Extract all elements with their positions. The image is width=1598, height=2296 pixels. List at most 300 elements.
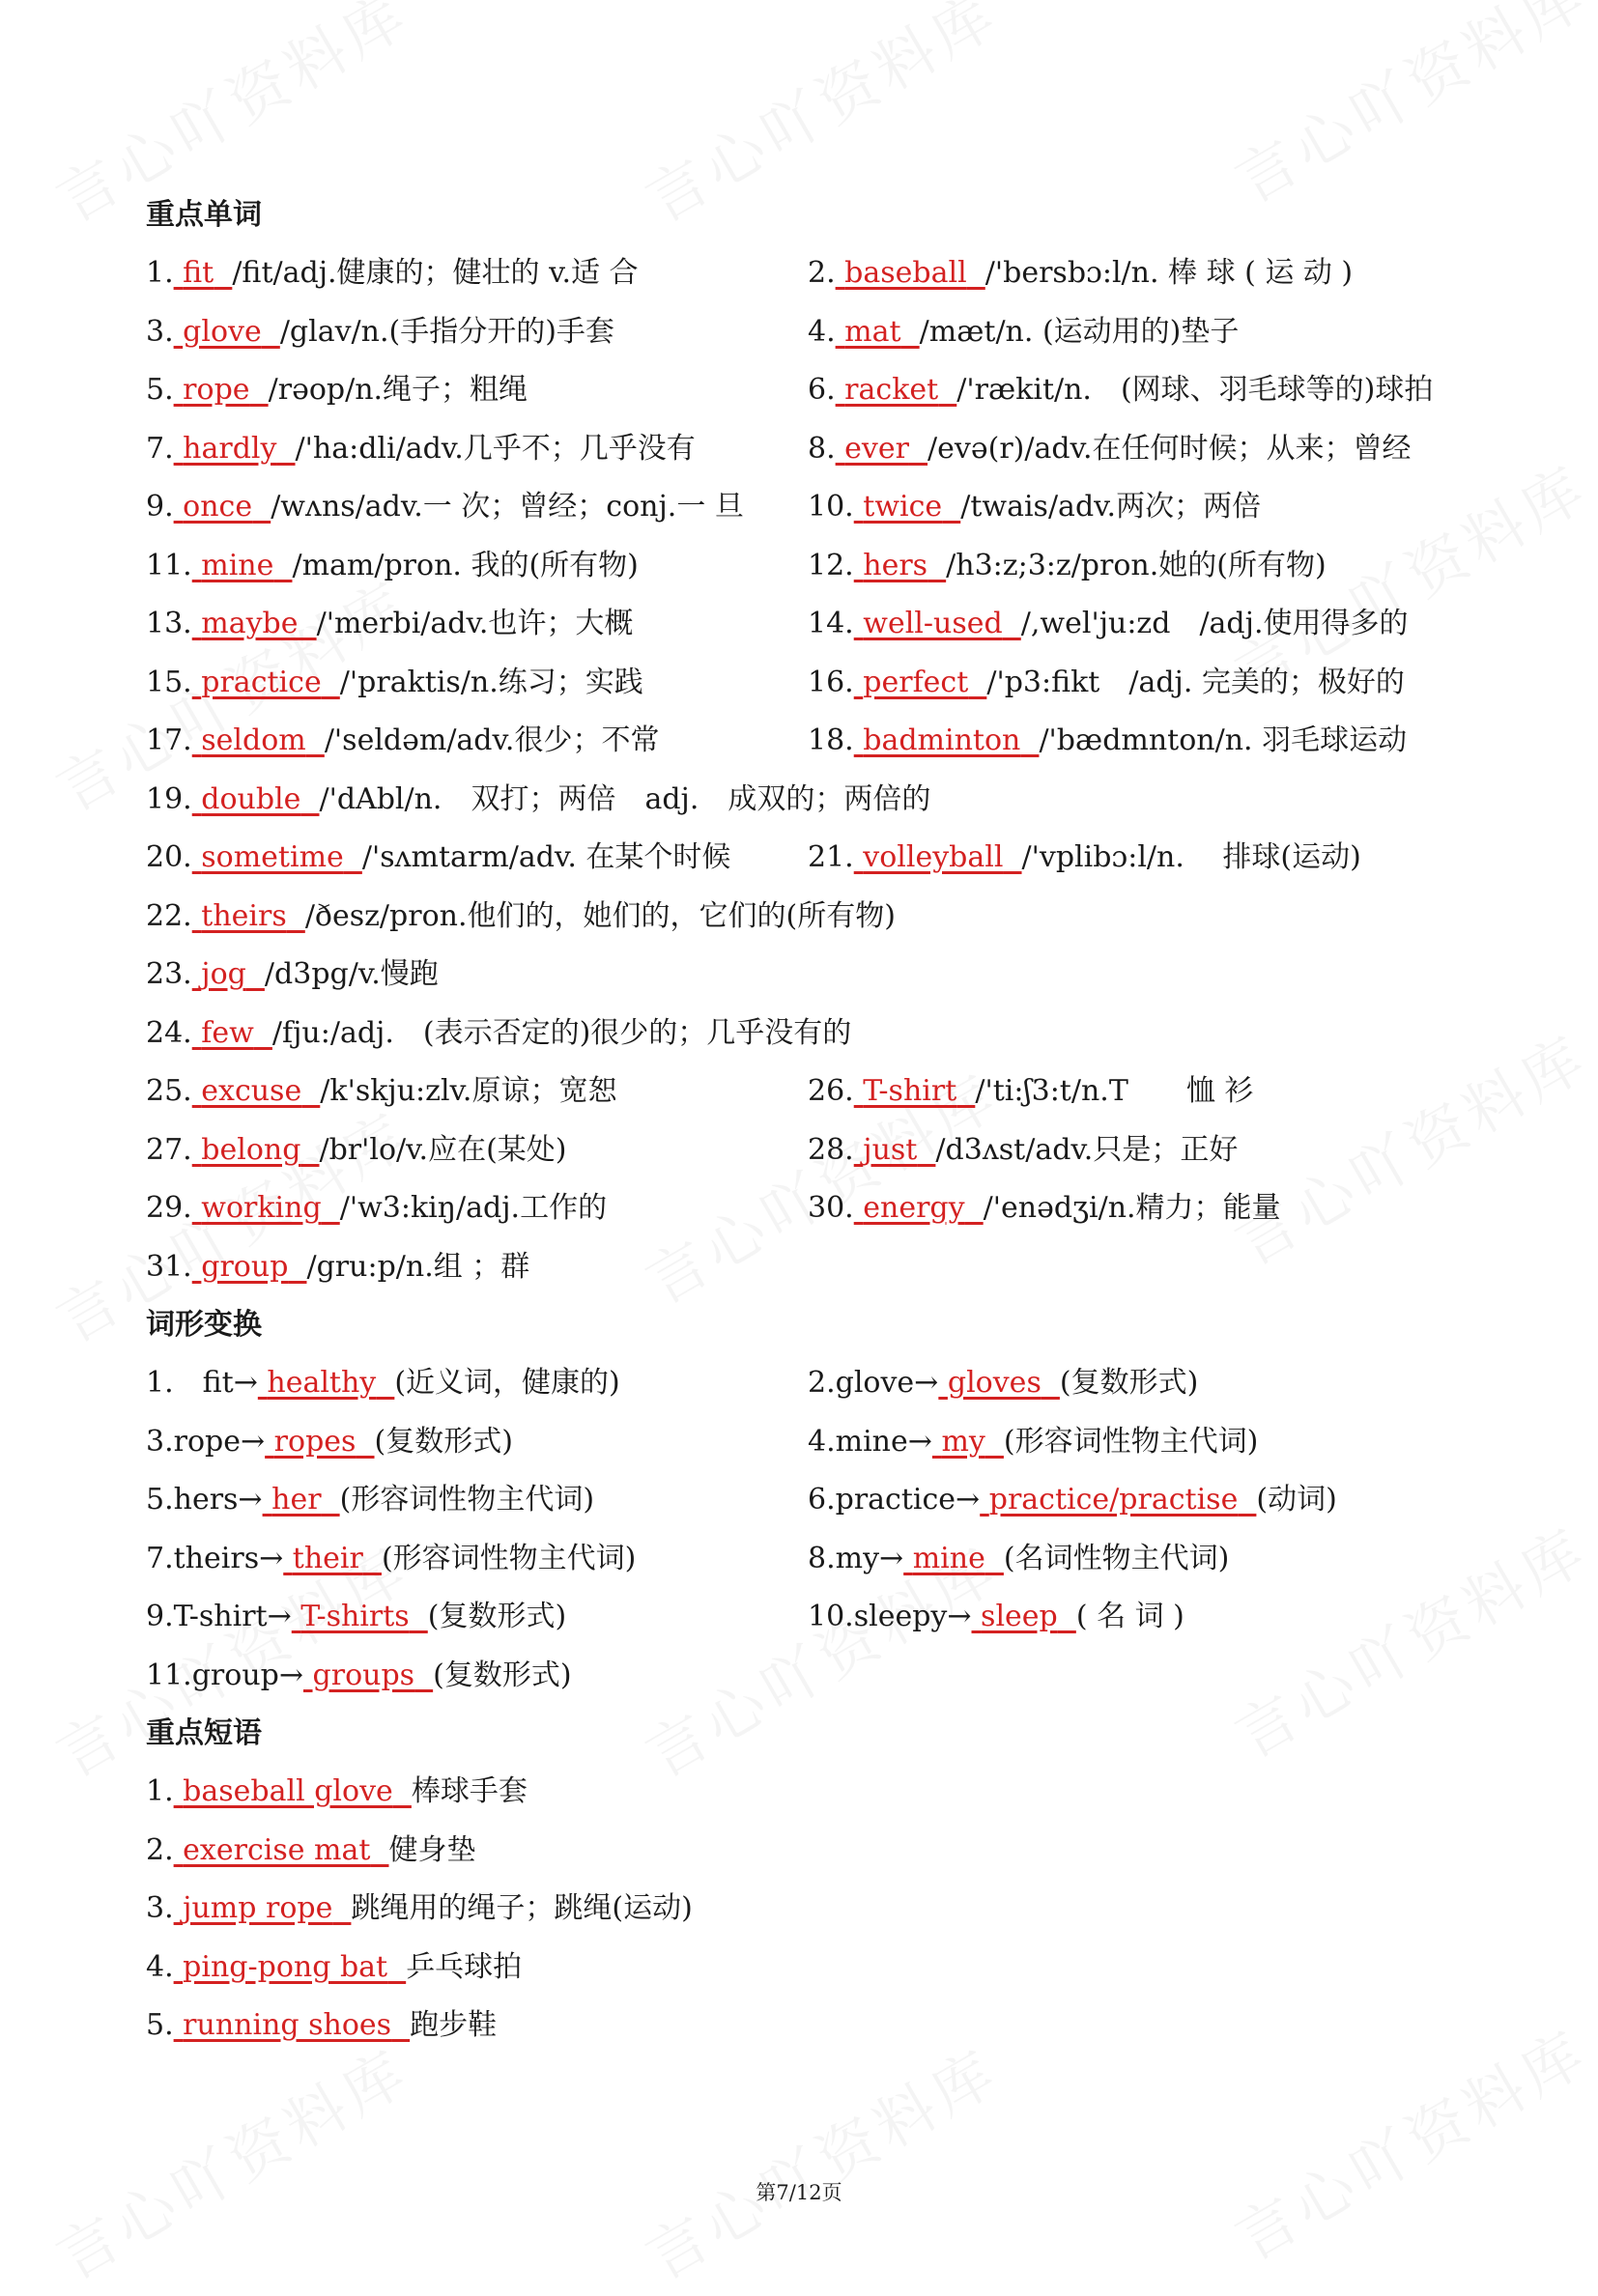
answer-blank-padding [192, 1016, 202, 1050]
word-item [146, 602, 808, 661]
word-definition: /h3:z;3:z/pron.她的(所有物) [946, 548, 1327, 582]
answer-blank-padding [967, 256, 985, 290]
answer-blank-padding [174, 490, 184, 524]
answer-blank-padding [1003, 607, 1021, 640]
item-number: 28. [808, 1132, 854, 1167]
form-item [808, 1595, 1470, 1654]
answer-blank-padding [985, 1542, 1004, 1575]
answer-blank-padding [938, 373, 956, 407]
answer-blank-padding [246, 957, 265, 991]
answer-blank-padding [303, 1658, 313, 1692]
answer-text: ropes [273, 1424, 357, 1459]
word-item [808, 661, 1470, 720]
answer-blank-padding [356, 1425, 374, 1459]
form-row [146, 1420, 1470, 1479]
answer-text: baseball glove [183, 1774, 393, 1808]
form-base-word: 6.practice→ [808, 1483, 981, 1516]
word-definition: /'rækit/n. (网球、羽毛球等的)球拍 [956, 373, 1434, 407]
form-note: (动词) [1256, 1483, 1337, 1516]
word-item [808, 602, 1470, 661]
answer-blank-padding [276, 432, 295, 466]
answer-blank-padding [174, 1891, 184, 1925]
answer-text: volleyball [863, 840, 1004, 874]
word-definition: /'praktis/n.练习；实践 [339, 665, 643, 699]
word-definition: /gru:p/n.组 ；群 [306, 1249, 530, 1284]
word-item [146, 719, 808, 778]
answer-blank-padding [391, 2008, 410, 2042]
form-base-word: 11.group→ [146, 1658, 303, 1692]
word-list [146, 251, 1470, 1303]
item-number: 31. [146, 1249, 192, 1284]
word-item [808, 719, 1470, 778]
word-definition: /br'lo/v.应在(某处) [319, 1132, 567, 1167]
answer-blank-padding [956, 1074, 975, 1108]
phrase-item [146, 1886, 1470, 1945]
answer-blank-padding [273, 549, 292, 582]
word-item [146, 778, 1470, 836]
form-note: (形容词性物主代词) [339, 1483, 595, 1516]
answer-blank-padding [942, 490, 960, 524]
item-number: 8. [808, 431, 836, 466]
word-item [146, 1128, 808, 1187]
answer-blank-padding [174, 1833, 184, 1867]
word-definition: /d3ʌst/adv.只是；正好 [935, 1132, 1239, 1167]
word-definition: /,wel'ju:zd /adj.使用得多的 [1020, 607, 1409, 640]
section-heading-forms: 词形变换 [146, 1308, 262, 1342]
word-item [808, 1069, 1470, 1128]
answer-blank-padding [174, 1950, 184, 1984]
word-row [146, 368, 1470, 427]
form-item [146, 1361, 808, 1420]
answer-blank-padding [174, 1774, 184, 1808]
answer-text: belong [201, 1132, 301, 1167]
answer-blank-padding [192, 666, 202, 699]
word-row [146, 661, 1470, 720]
word-definition: /'bersbɔ:l/n. 棒 球 ( 运 动 ) [984, 256, 1354, 290]
item-number: 27. [146, 1132, 192, 1167]
answer-text: few [201, 1015, 254, 1050]
answer-blank-padding [985, 1425, 1004, 1459]
word-item [146, 427, 808, 486]
item-number: 22. [146, 898, 192, 933]
answer-blank-padding [322, 1483, 340, 1516]
watermark [628, 2025, 1013, 2296]
word-item [146, 544, 808, 603]
word-definition: /'w3:kiŋ/adj.工作的 [339, 1191, 608, 1225]
item-number: 5. [146, 2008, 174, 2042]
answer-blank-padding [854, 1133, 864, 1167]
word-definition: /'vplibɔ:l/n. 排球(运动) [1021, 840, 1361, 874]
item-number: 23. [146, 957, 192, 991]
word-item [146, 485, 808, 544]
form-item [146, 1595, 808, 1654]
word-definition: /'enədʒi/n.精力；能量 [983, 1191, 1281, 1225]
answer-blank-padding [938, 1366, 948, 1400]
item-number: 29. [146, 1191, 192, 1225]
answer-blank-padding [917, 1133, 935, 1167]
item-number: 13. [146, 607, 192, 640]
answer-blank-padding [192, 723, 202, 757]
word-definition: /fju:/adj. (表示否定的)很少的；几乎没有的 [271, 1015, 852, 1050]
answer-text: badminton [863, 723, 1021, 757]
item-number: 5. [146, 373, 174, 407]
answer-blank-padding [174, 315, 184, 349]
word-item [146, 1069, 808, 1128]
answer-text: running shoes [183, 2008, 392, 2042]
item-number: 17. [146, 723, 192, 757]
phrase-row [146, 1945, 1470, 2004]
form-item [146, 1537, 808, 1596]
form-note: (复数形式) [1059, 1366, 1199, 1400]
form-note: (近义词，健康的) [394, 1366, 620, 1400]
answer-blank-padding [1020, 723, 1039, 757]
answer-blank-padding [901, 315, 920, 349]
word-definition: /'dAbl/n. 双打；两倍 adj. 成双的；两倍的 [319, 781, 931, 816]
answer-text: exercise mat [183, 1832, 371, 1867]
answer-blank-padding [854, 1191, 864, 1225]
answer-blank-padding [192, 782, 202, 816]
word-definition: /fit/adj.健康的；健壮的 v.适 合 [232, 256, 639, 290]
answer-text: jump rope [183, 1891, 333, 1925]
answer-text: group [201, 1249, 289, 1284]
answer-blank-padding [1042, 1366, 1060, 1400]
section-heading-phrases: 重点短语 [146, 1716, 262, 1750]
phrase-row [146, 2003, 1470, 2062]
answer-text: practice/practise [988, 1483, 1239, 1516]
answer-blank-padding [387, 1950, 406, 1984]
answer-text: T-shirt [863, 1074, 957, 1108]
answer-blank-padding [410, 1600, 428, 1633]
word-definition: /k'skju:zlv.原谅；宽恕 [320, 1074, 617, 1108]
word-item [146, 894, 1470, 953]
answer-text: healthy [267, 1366, 377, 1400]
form-note: (复数形式) [427, 1600, 567, 1633]
item-number: 4. [808, 314, 836, 349]
word-row [146, 1011, 1470, 1070]
form-row [146, 1478, 1470, 1537]
word-row [146, 1069, 1470, 1128]
answer-blank-padding [299, 607, 317, 640]
phrase-item [146, 1828, 1470, 1887]
item-number: 11. [146, 548, 192, 582]
item-number: 6. [808, 373, 836, 407]
word-row [146, 544, 1470, 603]
answer-text: well-used [863, 607, 1003, 640]
form-item [146, 1478, 808, 1537]
form-row [146, 1537, 1470, 1596]
form-row [146, 1654, 1470, 1713]
answer-text: her [271, 1483, 322, 1516]
answer-text: once [183, 490, 253, 524]
answer-text: mine [201, 548, 274, 582]
answer-text: their [292, 1541, 363, 1575]
answer-text: sleep [981, 1600, 1058, 1633]
item-number: 9. [146, 490, 174, 524]
word-row [146, 836, 1470, 894]
word-item [146, 251, 808, 310]
answer-text: excuse [201, 1074, 302, 1108]
word-definition: /rəop/n.绳子；粗绳 [268, 373, 528, 407]
answer-blank-padding [965, 1191, 984, 1225]
answer-blank-padding [287, 899, 305, 933]
form-base-word: 1. fit→ [146, 1366, 258, 1400]
answer-text: groups [312, 1658, 415, 1692]
answer-text: fit [183, 256, 214, 290]
answer-blank-padding [1238, 1483, 1256, 1516]
word-item [146, 310, 808, 369]
phrase-definition: 健身垫 [388, 1832, 476, 1867]
word-item [146, 1011, 1470, 1070]
answer-text: mine [912, 1541, 985, 1575]
answer-blank-padding [300, 1133, 319, 1167]
form-item [808, 1478, 1470, 1537]
word-item [808, 836, 1470, 894]
answer-blank-padding [836, 315, 845, 349]
word-item [808, 368, 1470, 427]
form-item [146, 1420, 808, 1479]
answer-blank-padding [854, 549, 864, 582]
word-definition: /twais/adv.两次；两倍 [960, 490, 1262, 524]
word-item [808, 1186, 1470, 1245]
form-base-word: 8.my→ [808, 1541, 904, 1575]
answer-text: gloves [947, 1366, 1042, 1400]
word-item [146, 368, 808, 427]
answer-text: ever [844, 431, 909, 466]
form-note: ( 名 词 ) [1075, 1600, 1184, 1633]
answer-blank-padding [836, 256, 845, 290]
phrase-row [146, 1770, 1470, 1828]
answer-blank-padding [192, 899, 202, 933]
word-item [808, 544, 1470, 603]
answer-blank-padding [968, 666, 986, 699]
word-row [146, 251, 1470, 310]
answer-blank-padding [192, 1133, 202, 1167]
answer-text: mat [844, 314, 901, 349]
form-base-word: 9.T-shirt→ [146, 1600, 292, 1633]
item-number: 15. [146, 665, 192, 699]
answer-blank-padding [192, 549, 202, 582]
word-row [146, 778, 1470, 836]
word-row [146, 952, 1470, 1011]
item-number: 14. [808, 607, 854, 640]
form-row [146, 1595, 1470, 1654]
item-number: 2. [146, 1832, 174, 1867]
answer-blank-padding [972, 1600, 982, 1633]
form-note: (形容词性物主代词) [381, 1541, 637, 1575]
phrase-definition: 跳绳用的绳子；跳绳(运动) [351, 1891, 693, 1925]
answer-blank-padding [854, 607, 864, 640]
word-item [146, 1186, 808, 1245]
word-definition: /d3pg/v.慢跑 [264, 957, 439, 991]
answer-blank-padding [903, 1542, 913, 1575]
answer-blank-padding [192, 607, 202, 640]
item-number: 7. [146, 431, 174, 466]
answer-text: sometime [201, 840, 344, 874]
answer-blank-padding [214, 256, 232, 290]
word-definition: /'ti:ʃ3:t/n.T 恤 衫 [975, 1074, 1254, 1108]
answer-blank-padding [301, 1074, 320, 1108]
section-heading-words: 重点单词 [146, 198, 262, 232]
phrase-item [146, 1770, 1470, 1828]
form-note: (复数形式) [433, 1658, 572, 1692]
word-definition: /ðesz/pron.他们的，她们的，它们的(所有物) [304, 898, 896, 933]
answer-blank-padding [262, 315, 280, 349]
word-item [808, 427, 1470, 486]
answer-text: T-shirts [300, 1600, 410, 1633]
form-item [808, 1361, 1470, 1420]
word-definition: /'ha:dli/adv.几乎不；几乎没有 [295, 431, 696, 466]
answer-blank-padding [836, 373, 845, 407]
page-content [146, 193, 1470, 2062]
item-number: 1. [146, 256, 174, 290]
item-number: 1. [146, 1774, 174, 1808]
answer-blank-padding [258, 1366, 268, 1400]
answer-blank-padding [1058, 1600, 1076, 1633]
answer-blank-padding [854, 666, 864, 699]
phrase-definition: 棒球手套 [411, 1774, 528, 1808]
form-base-word: 7.theirs→ [146, 1541, 284, 1575]
word-definition: /wʌns/adv.一 次；曾经；conj.一 旦 [271, 490, 744, 524]
answer-text: just [863, 1132, 918, 1167]
answer-blank-padding [192, 1250, 202, 1284]
item-number: 26. [808, 1074, 854, 1108]
answer-text: racket [844, 373, 939, 407]
word-definition: /evə(r)/adv.在任何时候；从来；曾经 [927, 431, 1412, 466]
answer-text: ping-pong bat [183, 1949, 388, 1984]
answer-blank-padding [192, 1191, 202, 1225]
answer-blank-padding [376, 1366, 394, 1400]
phrase-row [146, 1886, 1470, 1945]
answer-text: theirs [201, 898, 287, 933]
form-base-word: 10.sleepy→ [808, 1600, 972, 1633]
item-number: 2. [808, 256, 836, 290]
phrase-definition: 跑步鞋 [410, 2008, 498, 2042]
word-row [146, 1186, 1470, 1245]
item-number: 19. [146, 781, 192, 816]
item-number: 30. [808, 1191, 854, 1225]
word-definition: /mæt/n. (运动用的)垫子 [919, 314, 1240, 349]
answer-blank-padding [344, 840, 362, 874]
answer-blank-padding [836, 432, 845, 466]
word-item [808, 310, 1470, 369]
answer-blank-padding [322, 1191, 340, 1225]
form-base-word: 2.glove→ [808, 1366, 939, 1400]
answer-blank-padding [854, 723, 864, 757]
watermark [39, 2025, 423, 2296]
phrase-item [146, 1945, 1470, 2004]
form-note: (名词性物主代词) [1003, 1541, 1230, 1575]
word-row [146, 427, 1470, 486]
item-number: 10. [808, 490, 854, 524]
answer-text: my [941, 1424, 985, 1459]
form-item [146, 1654, 832, 1713]
word-item [808, 485, 1470, 544]
phrase-definition: 乒乓球拍 [406, 1949, 523, 1984]
item-number: 12. [808, 548, 854, 582]
answer-blank-padding [393, 1774, 412, 1808]
answer-text: rope [183, 373, 250, 407]
answer-text: practice [201, 665, 322, 699]
answer-blank-padding [927, 549, 946, 582]
answer-blank-padding [192, 957, 202, 991]
word-row [146, 485, 1470, 544]
answer-blank-padding [322, 666, 340, 699]
answer-blank-padding [414, 1658, 433, 1692]
item-number: 16. [808, 665, 854, 699]
answer-blank-padding [174, 2008, 184, 2042]
form-base-word: 5.hers→ [146, 1483, 263, 1516]
answer-blank-padding [252, 490, 271, 524]
answer-blank-padding [300, 782, 319, 816]
phrase-row [146, 1828, 1470, 1887]
answer-text: seldom [201, 723, 306, 757]
item-number: 3. [146, 314, 174, 349]
word-item [146, 836, 808, 894]
answer-text: baseball [844, 256, 967, 290]
word-definition: /'sʌmtarm/adv. 在某个时候 [361, 840, 731, 874]
item-number: 3. [146, 1891, 174, 1925]
form-base-word: 4.mine→ [808, 1424, 932, 1459]
word-row [146, 1245, 1470, 1304]
answer-blank-padding [292, 1600, 301, 1633]
item-number: 25. [146, 1074, 192, 1108]
form-note: (复数形式) [374, 1424, 513, 1459]
watermark [1217, 0, 1598, 219]
word-row [146, 894, 1470, 953]
answer-text: energy [863, 1191, 965, 1225]
word-definition: /mam/pron. 我的(所有物) [292, 548, 639, 582]
word-item [146, 952, 1470, 1011]
answer-blank-padding [854, 490, 864, 524]
word-item [808, 1128, 1470, 1187]
answer-text: double [201, 781, 301, 816]
answer-text: perfect [863, 665, 969, 699]
word-definition: /'p3:fikt /adj. 完美的；极好的 [986, 665, 1405, 699]
word-definition: /glav/n.(手指分开的)手套 [279, 314, 614, 349]
answer-text: hers [863, 548, 928, 582]
item-number: 21. [808, 840, 854, 874]
form-base-word: 3.rope→ [146, 1424, 266, 1459]
form-item [808, 1537, 1470, 1596]
phrase-item [146, 2003, 1470, 2062]
answer-text: working [201, 1191, 322, 1225]
word-item [808, 251, 1470, 310]
word-row [146, 1128, 1470, 1187]
word-row [146, 310, 1470, 369]
answer-blank-padding [174, 256, 184, 290]
word-item [146, 1245, 1470, 1304]
answer-blank-padding [192, 1074, 202, 1108]
page-number: 第7/12页 [756, 2181, 842, 2204]
answer-blank-padding [263, 1483, 272, 1516]
answer-blank-padding [332, 1891, 351, 1925]
answer-text: hardly [183, 431, 277, 466]
word-row [146, 602, 1470, 661]
phrase-list [146, 1770, 1470, 2062]
item-number: 18. [808, 723, 854, 757]
answer-blank-padding [288, 1250, 306, 1284]
form-note: (形容词性物主代词) [1003, 1424, 1259, 1459]
item-number: 20. [146, 840, 192, 874]
answer-blank-padding [254, 1016, 272, 1050]
form-row [146, 1361, 1470, 1420]
answer-blank-padding [174, 432, 184, 466]
answer-text: maybe [201, 607, 299, 640]
answer-blank-padding [174, 373, 184, 407]
item-number: 4. [146, 1949, 174, 1984]
answer-blank-padding [370, 1833, 388, 1867]
word-definition: /'bædmnton/n. 羽毛球运动 [1039, 723, 1408, 757]
